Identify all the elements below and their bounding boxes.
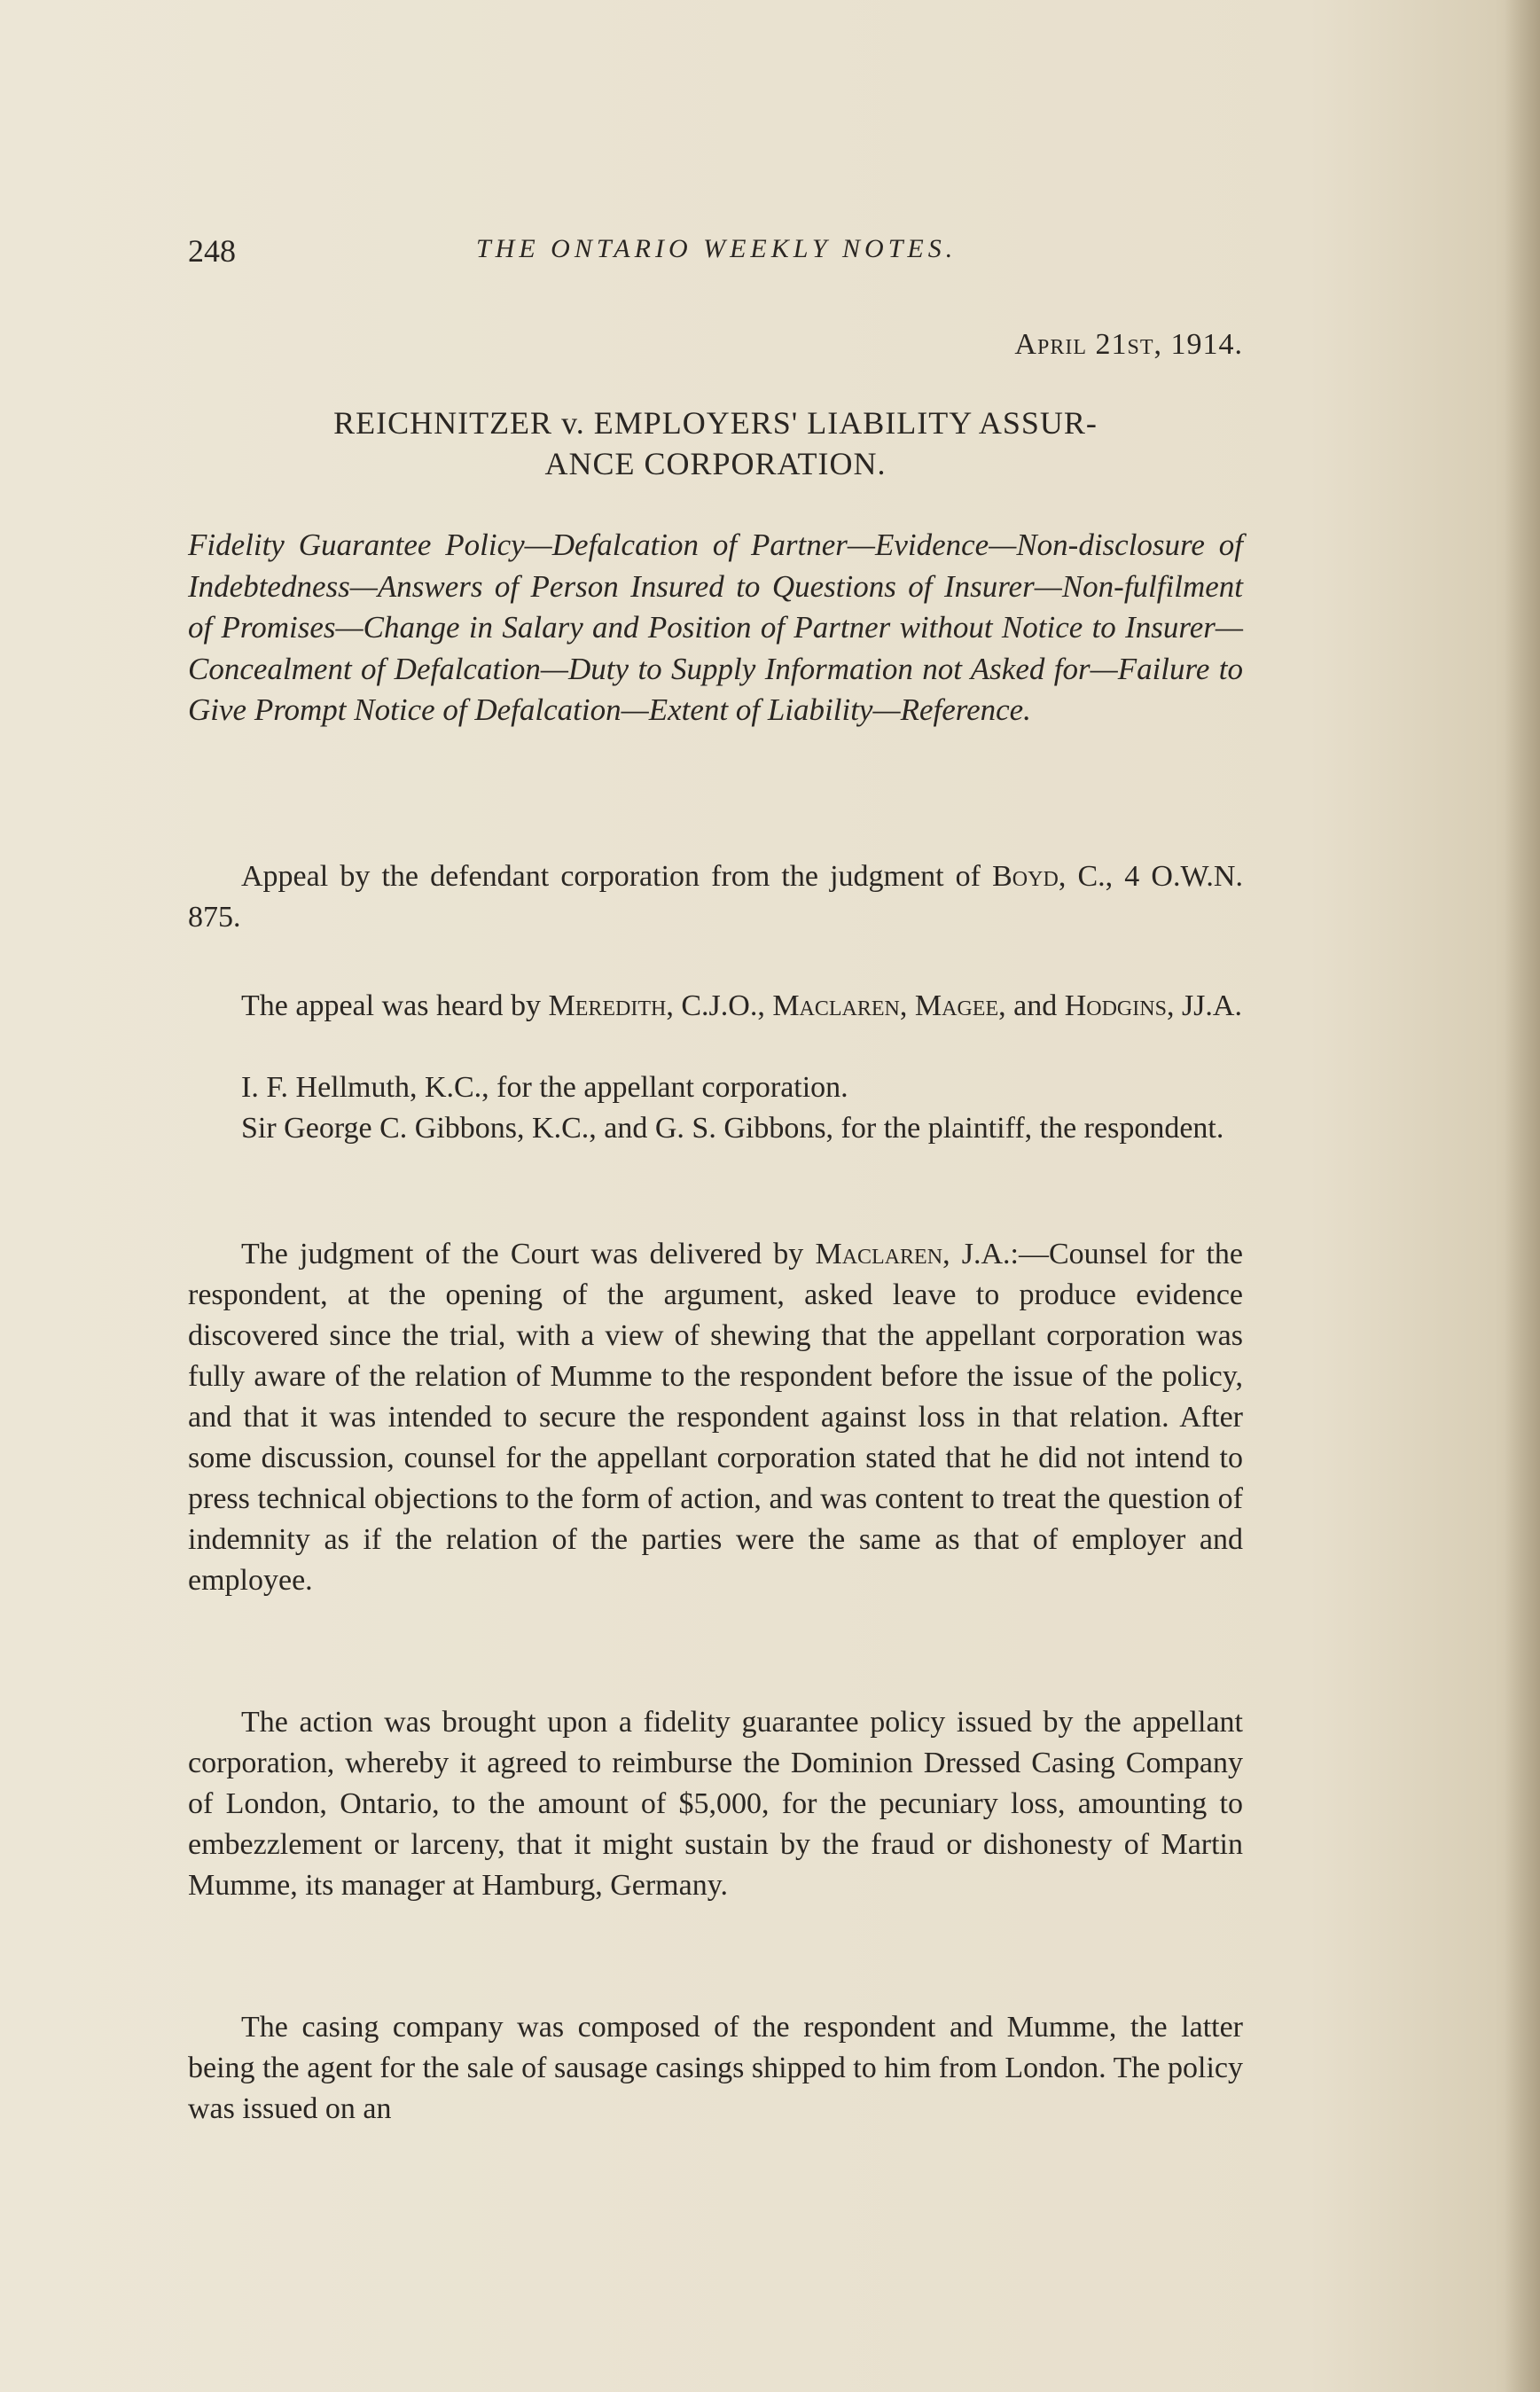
page-number: 248 xyxy=(188,233,236,269)
hearing-text: The appeal was heard by xyxy=(241,989,549,1022)
hearing-text: , JJ.A. xyxy=(1166,989,1242,1022)
case-title-line-2: ANCE CORPORATION. xyxy=(544,446,887,481)
running-title: THE ONTARIO WEEKLY NOTES. xyxy=(476,234,958,263)
hearing-text: , xyxy=(899,989,915,1022)
counsel-respondent: Sir George C. Gibbons, K.C., and G. S. Gibbons, for the plaintiff, the respondent. xyxy=(241,1112,1224,1145)
hearing-text: , and xyxy=(998,989,1065,1022)
judge-meredith: Meredith xyxy=(548,989,667,1022)
action-paragraph: The action was brought upon a fidelity guarantee policy issued by the appellant corporation, whereby it agreed to reimburse the Dominion Dressed Casing Company of London, Ontario, to the amount of $5,000, for the pecuniary loss, amounting to embezzlement or larceny, that it might sustain by the fraud or dishonesty of Martin Mumme, its manager at Hamburg, Germany. xyxy=(188,1706,1243,1902)
decision-date: April 21st, 1914. xyxy=(1014,328,1243,361)
judgment-paragraph xyxy=(188,1234,1243,1601)
judge-maclaren: Maclaren xyxy=(772,989,900,1022)
counsel-appellant: I. F. Hellmuth, K.C., for the appellant corporation. xyxy=(241,1071,848,1104)
judgment-judge: Maclaren xyxy=(815,1238,943,1270)
judgment-intro: The judgment of the Court was delivered by xyxy=(241,1238,816,1270)
appeal-judge: Boyd xyxy=(992,860,1059,893)
appeal-citation: , C., 4 O.W.N. 875. xyxy=(188,860,1243,934)
page-edge-shadow xyxy=(1505,0,1540,2392)
page-header xyxy=(188,232,1243,268)
headnote: Fidelity Guarantee Policy—Defalcation of Partner—Evidence—Non-disclosure of Indebtedness—Answers of Person Insured to Questions of Insurer—Non-fulfilment of Promises—Change in Salary and Position of Partner without Notice to Insurer—Concealment of Defalcation—Duty to Supply Information not Asked for—Failure to Give Prompt Notice of Defalcation—Extent of Liability—Reference. xyxy=(188,528,1243,727)
case-title xyxy=(188,403,1243,484)
hearing-text: , C.J.O., xyxy=(666,989,773,1022)
appeal-paragraph xyxy=(188,856,1243,938)
case-title-line-1: REICHNITZER v. EMPLOYERS' LIABILITY ASSUR- xyxy=(333,405,1098,441)
judgment-body: , J.A.:—Counsel for the respondent, at the opening of the argument, asked leave to produce evidence discovered since the trial, with a view of shewing that the appellant corporation was fully aware of the relation of Mumme to the respondent before the issue of the policy, and that it was intended to secure the respondent against loss in that relation. After some discussion, counsel for the appellant corporation stated that he did not intend to press technical objections to the form of action, and was content to treat the question of indemnity as if the relation of the parties were the same as that of employer and employee. xyxy=(188,1238,1243,1597)
judge-hodgins: Hodgins xyxy=(1064,989,1167,1022)
appeal-text: Appeal by the defendant corporation from the judgment of xyxy=(241,860,993,893)
casing-company-paragraph: The casing company was composed of the respondent and Mumme, the latter being the agent for the sale of sausage casings shipped to him from London. The policy was issued on an xyxy=(188,2011,1243,2125)
hearing-paragraph xyxy=(188,986,1243,1027)
judge-magee: Magee xyxy=(914,989,999,1022)
